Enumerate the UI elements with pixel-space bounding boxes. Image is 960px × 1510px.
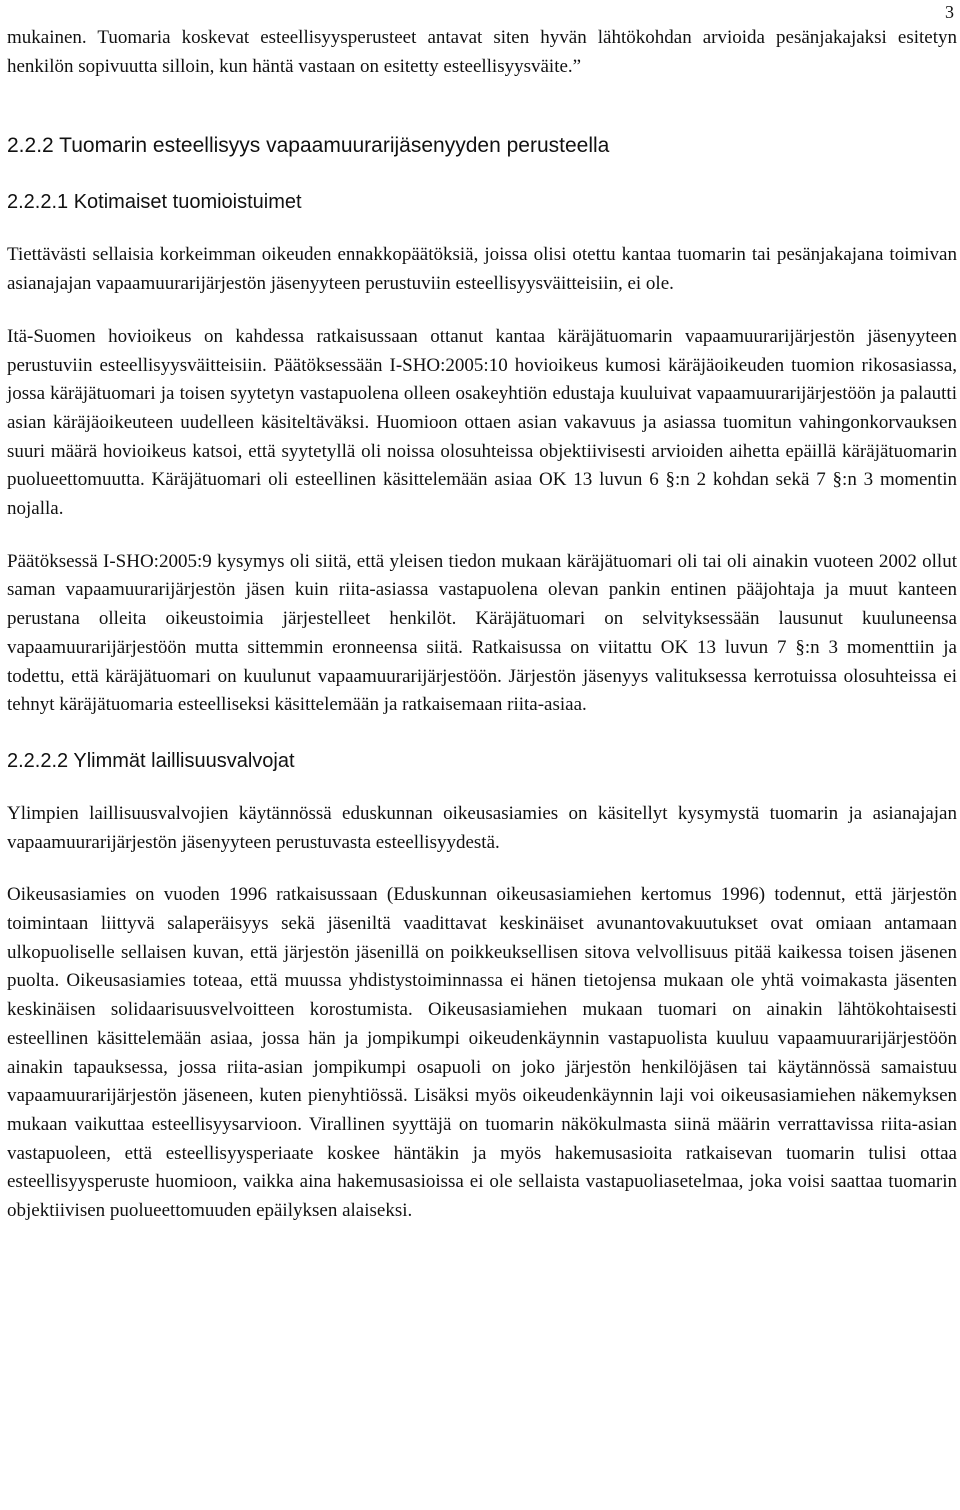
- paragraph-supreme-court: Tiettävästi sellaisia korkeimman oikeuden ennakkopäätöksiä, joissa olisi otettu kantaa tuomarin tai pesänjakajana toimivan asianajajan vapaamuurarijärjestön jäsenyyteen perustuviin esteellisyysväitteisiin, ei ole.: [7, 244, 957, 295]
- paragraph-i-sho-2005-9: Päätöksessä I-SHO:2005:9 kysymys oli siitä, että yleisen tiedon mukaan käräjätuomari oli tai oli ainakin vuoteen 2002 ollut saman vapaamuurarijärjestön jäsen kuin riita-asiassa vastapuolena olevan pankin entinen pääjohtaja ja muut kanteen perustana olleita oikeustoimia järjestelleet henkilöt. Käräjätuomari on selvityksessään lausunut kuuluneensa vapaamuurarijärjestöön mutta sittemmin eronneensa siitä. Ratkaisussa on viitattu OK 13 luvun 7 §:n 3 momenttiin ja todettu, että käräjätuomari on kuulunut vapaamuurarijärjestöön. Järjestön jäsenyys valituksessa kerrotuissa olosuhteissa ei tehnyt käräjätuomaria esteelliseksi käsittelemään ja ratkaisemaan riita-asiaa.: [7, 550, 957, 716]
- paragraph-ita-suomen-hovioikeus: Itä-Suomen hovioikeus on kahdessa ratkaisussaan ottanut kantaa käräjätuomarin vapaamuurarijärjestön jäsenyyteen perustuviin esteellisyysväitteisiin. Päätöksessään I-SHO:2005:10 hovioikeus kumosi käräjäoikeuden tuomion rikosasiassa, jossa käräjätuomari ja toisen syytetyn vastapuolena olleen osakeyhtiön edustaja kuuluivat vapaamuurarijärjestöön ja palautti asian käräjäoikeuteen uudelleen käsiteltäväksi. Huomioon ottaen asian vakavuus ja asiassa tuomitun vahingonkorvauksen suuri määrä hovioikeus katsoi, että syytetyllä oli noissa olosuhteissa objektiivisesti arvioiden aihetta epäillä käräjätuomarin puolueettomuutta. Käräjätuomari oli esteellinen käsittelemään asiaa OK 13 luvun 6 §:n 2 kohdan sekä 7 §:n 3 momentin nojalla.: [7, 325, 957, 520]
- subsection-heading-2-2-2-1: 2.2.2.1 Kotimaiset tuomioistuimet: [7, 191, 302, 214]
- section-heading-2-2-2: 2.2.2 Tuomarin esteellisyys vapaamuurarijäsenyyden perusteella: [7, 134, 610, 158]
- paragraph-laillisuusvalvojat: Ylimpien laillisuusvalvojien käytännössä eduskunnan oikeusasiamies on käsitellyt kysymystä tuomarin ja asianajajan vapaamuurarijärjestön jäsenyyteen perustuvasta esteellisyydestä.: [7, 802, 957, 853]
- page-number: 3: [945, 2, 954, 22]
- paragraph-oikeusasiamies: Oikeusasiamies on vuoden 1996 ratkaisussaan (Eduskunnan oikeusasiamiehen kertomus 1996) todennut, että järjestön toimintaan liittyvä salaperäisyys sekä jäseniltä vaadittavat keskinäiset avunantovakuutukset ovat omiaan antamaan ulkopuoliselle sellaisen kuvan, että järjestön jäsenillä on poikkeuksellisen sitova velvollisuus pitää kaikessa toisen jäsenen puolta. Oikeusasiamies toteaa, että muussa yhdistystoiminnassa ei hänen tietojensa mukaan ole yhtä voimakasta jäsenten keskinäisen solidaarisuusvelvoitteen korostumista. Oikeusasiamiehen mukaan tuomari on ainakin lähtökohtaisesti esteellinen käsittelemään asiaa, jossa hän ja jompikumpi oikeudenkäynnin vastapuolista kuuluu vapaamuurarijärjestöön ainakin tapauksessa, jossa riita-asian jompikumpi osapuoli on joko järjestön henkilöjäsen tai käytännössä samaistuu vapaamuurarijärjestön jäseneen, kuten pienyhtiössä. Lisäksi myös oikeudenkäynnin laji voi oikeusasiamiehen näkemyksen mukaan vaikuttaa esteellisyysarvioon. Virallinen syyttäjä on tuomarin näkökulmasta siinä määrin verrattavissa riita-asian vastapuoleen, että esteellisyysperiaate koskee häntäkin ja myös hakemusasioita ratkaisevan tuomarin tulisi ottaa esteellisyysperuste huomioon, vaikka aina hakemusasioissa ei ole sellaista vastapuoliasetelmaa, joka voisi saattaa tuomarin objektiivisen puolueettomuuden epäilyksen alaiseksi.: [7, 884, 957, 1222]
- subsection-heading-2-2-2-2: 2.2.2.2 Ylimmät laillisuusvalvojat: [7, 749, 295, 772]
- document-body: [7, 0, 957, 1226]
- paragraph-continuation: mukainen. Tuomaria koskevat esteellisyysperusteet antavat siten hyvän lähtökohdan arvioida pesänjakajaksi esitetyn henkilön sopivuutta silloin, kun häntä vastaan on esitetty esteellisyysväite.”: [7, 27, 957, 77]
